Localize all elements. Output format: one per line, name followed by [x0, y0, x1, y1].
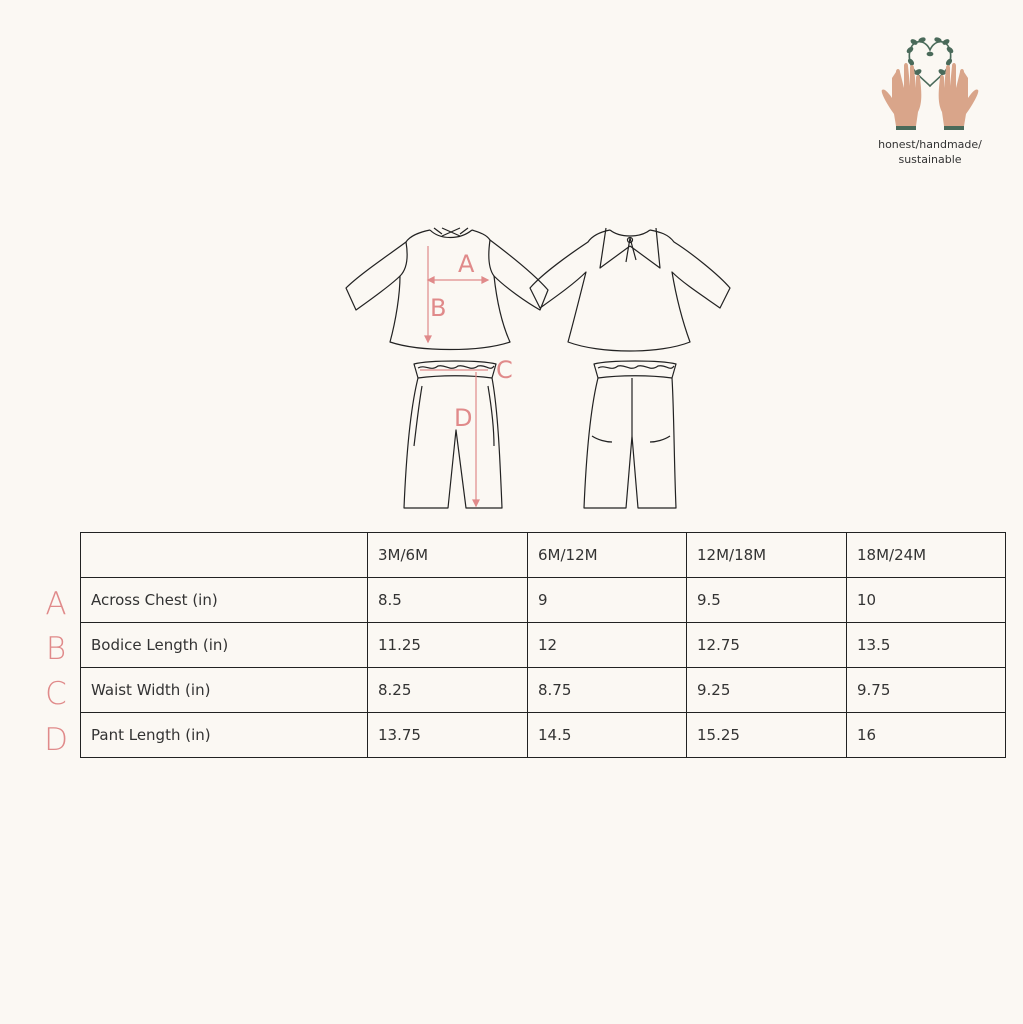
- brand-tagline: [864, 137, 996, 167]
- row-label: Bodice Length (in): [81, 623, 368, 668]
- header-cell: 3M/6M: [368, 533, 528, 578]
- label-b: B: [430, 294, 447, 322]
- tagline-line-2: sustainable: [898, 153, 962, 166]
- table-cell: 9: [528, 578, 687, 623]
- row-letter-c: C: [45, 676, 67, 712]
- header-cell: 12M/18M: [687, 533, 847, 578]
- table-cell: 9.5: [687, 578, 847, 623]
- table-cell: 13.75: [368, 713, 528, 758]
- table-cell: 15.25: [687, 713, 847, 758]
- table-header-row: [81, 533, 1006, 578]
- top-back-drawing: [530, 228, 730, 351]
- table-row: [81, 623, 1006, 668]
- size-chart-table: [80, 532, 1006, 758]
- table-cell: 8.5: [368, 578, 528, 623]
- table-cell: 9.75: [847, 668, 1006, 713]
- row-letter-a: A: [45, 586, 67, 622]
- table-cell: 9.25: [687, 668, 847, 713]
- table-row: [81, 713, 1006, 758]
- pants-back-drawing: [584, 361, 676, 508]
- table-row: [81, 578, 1006, 623]
- top-front-drawing: [346, 228, 548, 350]
- brand-logo: [864, 28, 996, 172]
- hands-heart-icon: [880, 28, 980, 136]
- row-label: Waist Width (in): [81, 668, 368, 713]
- table-cell: 12.75: [687, 623, 847, 668]
- pants-front-drawing: [404, 361, 502, 508]
- tagline-line-1: honest/handmade/: [878, 138, 982, 151]
- header-cell: 6M/12M: [528, 533, 687, 578]
- table-cell: 14.5: [528, 713, 687, 758]
- label-d: D: [454, 404, 473, 432]
- row-letter-b: B: [45, 631, 67, 667]
- header-cell: [81, 533, 368, 578]
- table-cell: 13.5: [847, 623, 1006, 668]
- table-cell: 12: [528, 623, 687, 668]
- table-cell: 16: [847, 713, 1006, 758]
- table-row: [81, 668, 1006, 713]
- table-cell: 11.25: [368, 623, 528, 668]
- label-a: A: [458, 250, 475, 278]
- label-c: C: [496, 356, 513, 384]
- table-cell: 8.75: [528, 668, 687, 713]
- row-label: Across Chest (in): [81, 578, 368, 623]
- row-letter-d: D: [44, 722, 68, 758]
- table-cell: 10: [847, 578, 1006, 623]
- header-cell: 18M/24M: [847, 533, 1006, 578]
- garment-diagram: [330, 210, 750, 520]
- table-cell: 8.25: [368, 668, 528, 713]
- row-label: Pant Length (in): [81, 713, 368, 758]
